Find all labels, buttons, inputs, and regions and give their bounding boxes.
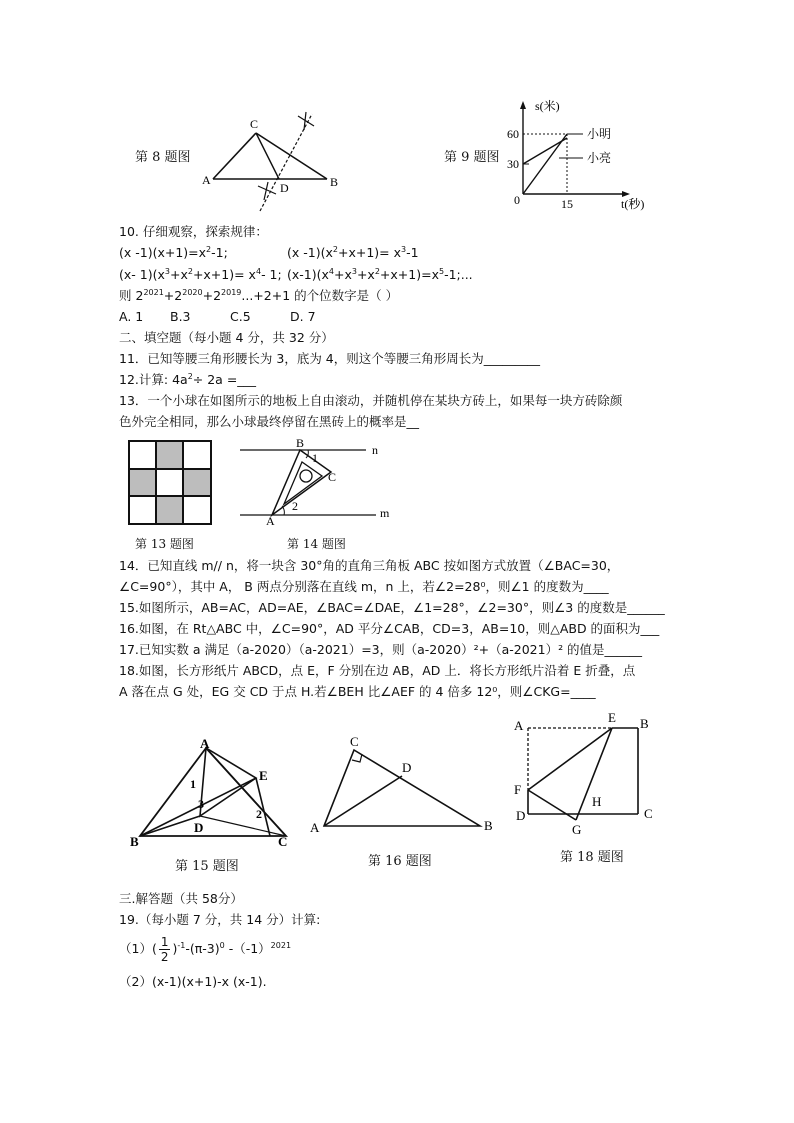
label-d: D [516,808,526,823]
angle-1: 1 [312,451,318,465]
segment-cb [256,133,327,179]
y-axis-label: s(米) [535,99,560,113]
figure-16 [306,732,496,840]
q19-part1: （1）( $\frac{1}{2}$ )$^{-1}-(\pi-3)^0$ $-(-1)^{2021}$ [119,935,292,964]
q10-row1a: (x $-1)(x+1)=x^2-1$; [119,245,228,260]
angle-2: 2 [292,499,298,513]
section-2-heading: 二、填空题（每小题 4 分，共 32 分） [119,330,334,345]
y-axis-arrow [520,101,526,109]
segment-fg [528,790,576,820]
q15: 15.如图所示，AB=AC，AD=AE，∠BAC=∠DAE，∠1=28°，∠2=30°，则∠3 的度数是______ [119,600,665,615]
figure-15 [128,736,298,848]
triangle-abc [140,748,286,836]
label-e: E [259,768,268,783]
figure-18-caption: 第 18 题图 [560,850,624,865]
series-xiaoming-line [523,134,567,194]
label-c: C [328,470,337,484]
angle-1: 1 [190,777,196,791]
figure-9-caption: 第 9 题图 [444,150,500,165]
q10-question: 则 $2^{2021}+2^{2020}+2^{2019}...+2+1$ 的个位数字是（ ） [119,288,399,303]
segment-ad [324,776,402,826]
tick-label-30: 30 [507,157,519,171]
figure-8 [200,108,345,213]
label-a: A [200,736,210,751]
legend-xiaoliang: 小亮 [587,151,612,165]
label-d: D [194,820,204,835]
q19-title: 19.（每小题 7 分，共 14 分）计算: [119,912,321,927]
label-b: B [130,834,139,848]
q10-row2a: (x- $1)(x^3+x^2+x+1)= x^4-$ 1; [119,267,282,282]
angle-2: 2 [256,807,262,821]
label-c: C [644,806,653,821]
black-tile-3 [183,469,211,496]
label-b: B [484,818,493,833]
q10-row1b: (x $-1)(x^2+x+1)= x^3-1$ [287,245,419,260]
figure-13-floor-grid [128,440,212,526]
q16: 16.如图，在 Rt△ABC 中，∠C=90°，AD 平分∠CAB，CD=3，AB=10，则△ABD 的面积为___ [119,621,660,636]
label-b: B [330,175,339,189]
q10-option-c: C.5 [230,309,251,324]
black-tile-4 [156,496,183,524]
label-d: D [280,181,289,195]
q11: 11．已知等腰三角形腰长为 3，底为 4，则这个等腰三角形周长为_________ [119,351,541,366]
q13-line1: 13．一个小球在如图所示的地板上自由滚动，并随机停在某块方砖上，如果每一块方砖除颜 [119,393,623,408]
q13-line2: 色外完全相同，那么小球最终停留在黑砖上的概率是__ [119,414,420,429]
figure-18 [508,708,658,836]
label-e: E [608,710,616,725]
black-tile-1 [156,441,183,469]
tick-label-15: 15 [561,197,573,211]
label-h: H [592,794,602,809]
q10-option-a: A. 1 [119,309,144,324]
legend-xiaoming: 小明 [587,127,612,141]
figure-16-caption: 第 16 题图 [368,854,432,869]
origin-label: 0 [514,193,520,207]
figure-9-graph [505,98,660,212]
section-3-heading: 三.解答题（共 58分） [119,891,243,906]
triangle-hole [300,470,312,482]
label-c: C [278,834,288,848]
label-m: m [380,506,390,520]
label-a: A [514,718,524,733]
figure-8-caption: 第 8 题图 [135,150,191,165]
angle-3: 3 [198,797,204,811]
label-d: D [402,760,412,775]
label-a: A [266,514,275,528]
tick-label-60: 60 [507,127,519,141]
figure-14 [236,436,396,528]
q18-line1: 18.如图，长方形纸片 ABCD，点 E，F 分别在边 AB，AD 上．将长方形纸片沿着 E 折叠，点 [119,663,636,678]
series-xiaoliang-line [523,138,567,164]
label-c: C [250,117,259,131]
label-b: B [640,716,649,731]
label-c: C [350,734,359,749]
fraction-one-half: $\frac{1}{2}$ [160,935,169,964]
label-n: n [372,443,378,457]
q10-row2b: $(x-1)(x^4+x^3+x^2+x+1)=x^5-1$;... [287,267,473,282]
label-a: A [202,173,211,187]
x-axis-label: t(秒) [621,197,645,211]
right-angle-mark [352,754,362,762]
segment-ac [213,133,256,179]
label-b: B [296,436,305,450]
label-g: G [572,822,582,836]
figure-14-caption: 第 14 题图 [287,537,346,551]
figure-15-caption: 第 15 题图 [175,859,239,874]
q12: 12.计算: $4a^2\div 2a$ =___ [119,372,257,387]
black-tile-2 [129,469,156,496]
q10-option-b: B.3 [170,309,191,324]
segment-bd [140,816,200,836]
q10-option-d: D. 7 [290,309,316,324]
q10-title: 10. 仔细观察，探索规律： [119,224,268,239]
q14-line1: 14．已知直线 m// n，将一块含 30°角的直角三角板 ABC 按如图方式放置（∠BAC=30， [119,558,620,573]
q18-line2: A 落在点 G 处，EG 交 CD 于点 H.若∠BEH 比∠AEF 的 4 倍多 12⁰，则∠CKG=____ [119,684,596,699]
label-f: F [514,782,522,797]
q19-part2: （2）(x-1)(x+1)-x (x-1). [119,974,267,989]
q14-line2: ∠C=90°），其中 A， B 两点分别落在直线 m，n 上，若∠2=28⁰，则∠1 的度数为____ [119,579,609,594]
q17: 17.已知实数 a 满足（a-2020）（a-2021）=3，则（a-2020）²+（a-2021）² 的值是______ [119,642,643,657]
figure-13-caption: 第 13 题图 [135,537,194,551]
arc-mark-top [298,112,314,130]
triangle-outer [272,450,331,515]
label-a: A [310,820,320,835]
